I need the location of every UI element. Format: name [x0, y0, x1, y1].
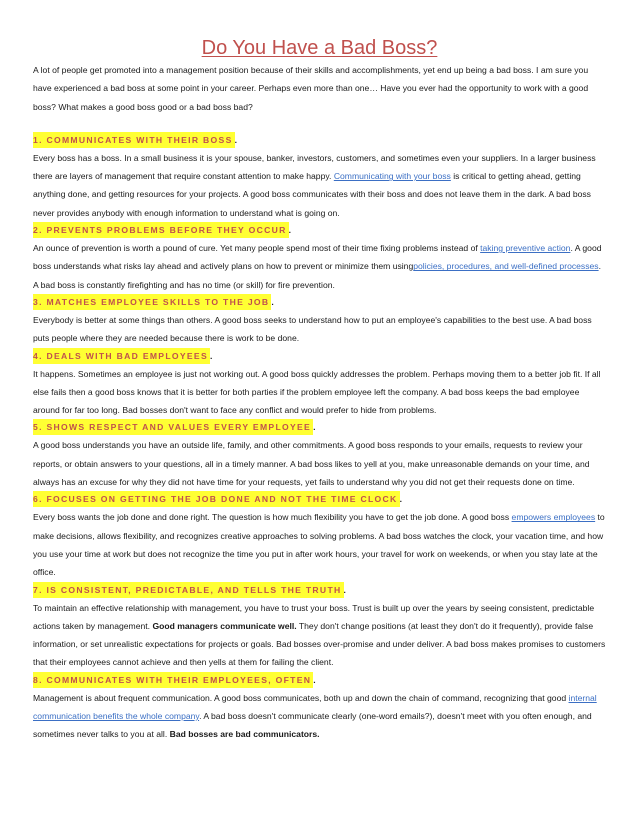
section-1-heading: 1. COMMUNICATES WITH THEIR BOSS . [33, 132, 606, 149]
section-3 [33, 294, 606, 348]
section-7-body: To maintain an effective relationship with management, you have to trust your boss. Trust is built up over the years by seeing consistent, predictable actions taken by management. Good managers communicate well. They don't change positions (at least they don't do it frequently), provide false information, or set unrealistic expectations for projects or goals. Bad bosses over-promise and under deliver. A bad boss makes promises to customers that their employees cannot achieve and then yells at them for failing the client. [33, 602, 606, 668]
bold-good-managers: Good managers communicate well. [152, 620, 297, 631]
section-2-body: An ounce of prevention is worth a pound of cure. Yet many people spend most of their time fixing problems instead of taking preventive action. A good boss understands what risks lay ahead and actively plans on how to prevent or minimize them usingpolicies, procedures, and well-defined processes. A bad boss is constantly firefighting and has no time (or skill) for fire prevention. [33, 243, 602, 290]
section-2-heading-text: 2. PREVENTS PROBLEMS BEFORE THEY OCCUR [33, 222, 289, 238]
page-title: Do You Have a Bad Boss? [201, 37, 438, 59]
section-4-heading: 4. DEALS WITH BAD EMPLOYEES . [33, 348, 606, 365]
section-8 [33, 672, 606, 744]
section-8-heading: 8. COMMUNICATES WITH THEIR EMPLOYEES, OFTEN . [33, 672, 606, 689]
bold-bad-bosses: Bad bosses are bad communicators. [169, 729, 320, 740]
section-4-body: It happens. Sometimes an employee is just not working out. A good boss quickly addresses the problem. Perhaps moving them to a better job fit. If all else fails then a good boss knows that it is better for both parties if the problem employee left the company. A bad boss keeps the bad employee around for far too long. Bad bosses don't want to face any conflict and would prefer to hide from problems. [33, 368, 601, 416]
link-communicating-with-boss[interactable]: Communicating with your boss [333, 171, 451, 182]
section-3-heading-text: 3. MATCHES EMPLOYEE SKILLS TO THE JOB [33, 294, 271, 310]
section-6-heading-text: 6. FOCUSES ON GETTING THE JOB DONE AND NOT THE TIME CLOCK [33, 491, 400, 507]
section-8-heading-text: 8. COMMUNICATES WITH THEIR EMPLOYEES, OFTEN [33, 672, 313, 688]
section-1 [33, 132, 606, 222]
section-3-heading: 3. MATCHES EMPLOYEE SKILLS TO THE JOB . [33, 294, 606, 311]
section-8-body: Management is about frequent communication. A good boss communicates, both up and down the chain of command, recognizing that good internal communication benefits the whole company. A bad boss doesn't communicate clearly (one-word emails?), doesn't meet with you often enough, and sometimes never talks to you at all. Bad bosses are bad communicators. [33, 692, 597, 740]
section-1-heading-text: 1. COMMUNICATES WITH THEIR BOSS [33, 132, 235, 148]
spacer [33, 116, 606, 132]
section-7-heading: 7. IS CONSISTENT, PREDICTABLE, AND TELLS THE TRUTH . [33, 582, 606, 599]
section-6 [33, 491, 606, 581]
section-4 [33, 348, 606, 420]
section-5-heading: 5. SHOWS RESPECT AND VALUES EVERY EMPLOYEE . [33, 419, 606, 436]
section-5 [33, 419, 606, 491]
link-taking-preventive-action[interactable]: taking preventive action [480, 243, 571, 254]
section-7-heading-text: 7. IS CONSISTENT, PREDICTABLE, AND TELLS THE TRUTH [33, 582, 344, 598]
section-4-heading-text: 4. DEALS WITH BAD EMPLOYEES [33, 348, 210, 364]
section-5-body: A good boss understands you have an outside life, family, and other commitments. A good boss responds to your emails, requests to review your reports, or obtain answers to your questions, all in a timely manner. A bad boss likes to yell at you, make unreasonable demands on your time, and always has an excuse for why they did not have time for your requests, yet fails to understand why you did not get their requests done on time. [33, 440, 590, 488]
section-2 [33, 222, 606, 294]
section-3-body: Everybody is better at some things than others. A good boss seeks to understand how to put an employee's capabilities to the best use. A bad boss puts people where they are needed because there is work to be done. [33, 314, 592, 344]
link-policies-procedures[interactable]: policies, procedures, and well-defined processes [413, 261, 599, 272]
section-1-body: Every boss has a boss. In a small business it is your spouse, banker, investors, customers, and sometimes even your suppliers. In a larger business there are layers of management that require constant attention to make happy. Communicating with your boss is critical to getting ahead, getting anything done, and getting resources for your projects. A good boss communicates with their boss and does not leave them in the dark. A bad boss never provides anybody with enough information to understand what is going on. [33, 152, 596, 218]
section-2-heading: 2. PREVENTS PROBLEMS BEFORE THEY OCCUR . [33, 222, 606, 239]
link-empowers-employees[interactable]: empowers employees [511, 512, 596, 523]
section-6-body: Every boss wants the job done and done right. The question is how much flexibility you have to get the job done. A good boss empowers employees to make decisions, allows flexibility, and recognizes creative approaches to solving problems. A bad boss watches the clock, your vacation time, and how you use your time at work but does not recognize the time you put in after work hours, your travel for work on weekends, or when you stay late at the office. [33, 512, 605, 578]
section-5-heading-text: 5. SHOWS RESPECT AND VALUES EVERY EMPLOYEE [33, 419, 313, 435]
intro-paragraph: A lot of people get promoted into a management position because of their skills and accomplishments, yet end up being a bad boss. I am sure you have experienced a bad boss at some point in your career. Perhaps even more than one… Have you ever had the opportunity to work with a good boss? What makes a good boss good or a bad boss bad? [33, 65, 589, 112]
link-internal-communication[interactable]: internal communication benefits the whole company [33, 692, 597, 722]
section-6-heading: 6. FOCUSES ON GETTING THE JOB DONE AND NOT THE TIME CLOCK . [33, 491, 606, 508]
section-7 [33, 582, 606, 672]
